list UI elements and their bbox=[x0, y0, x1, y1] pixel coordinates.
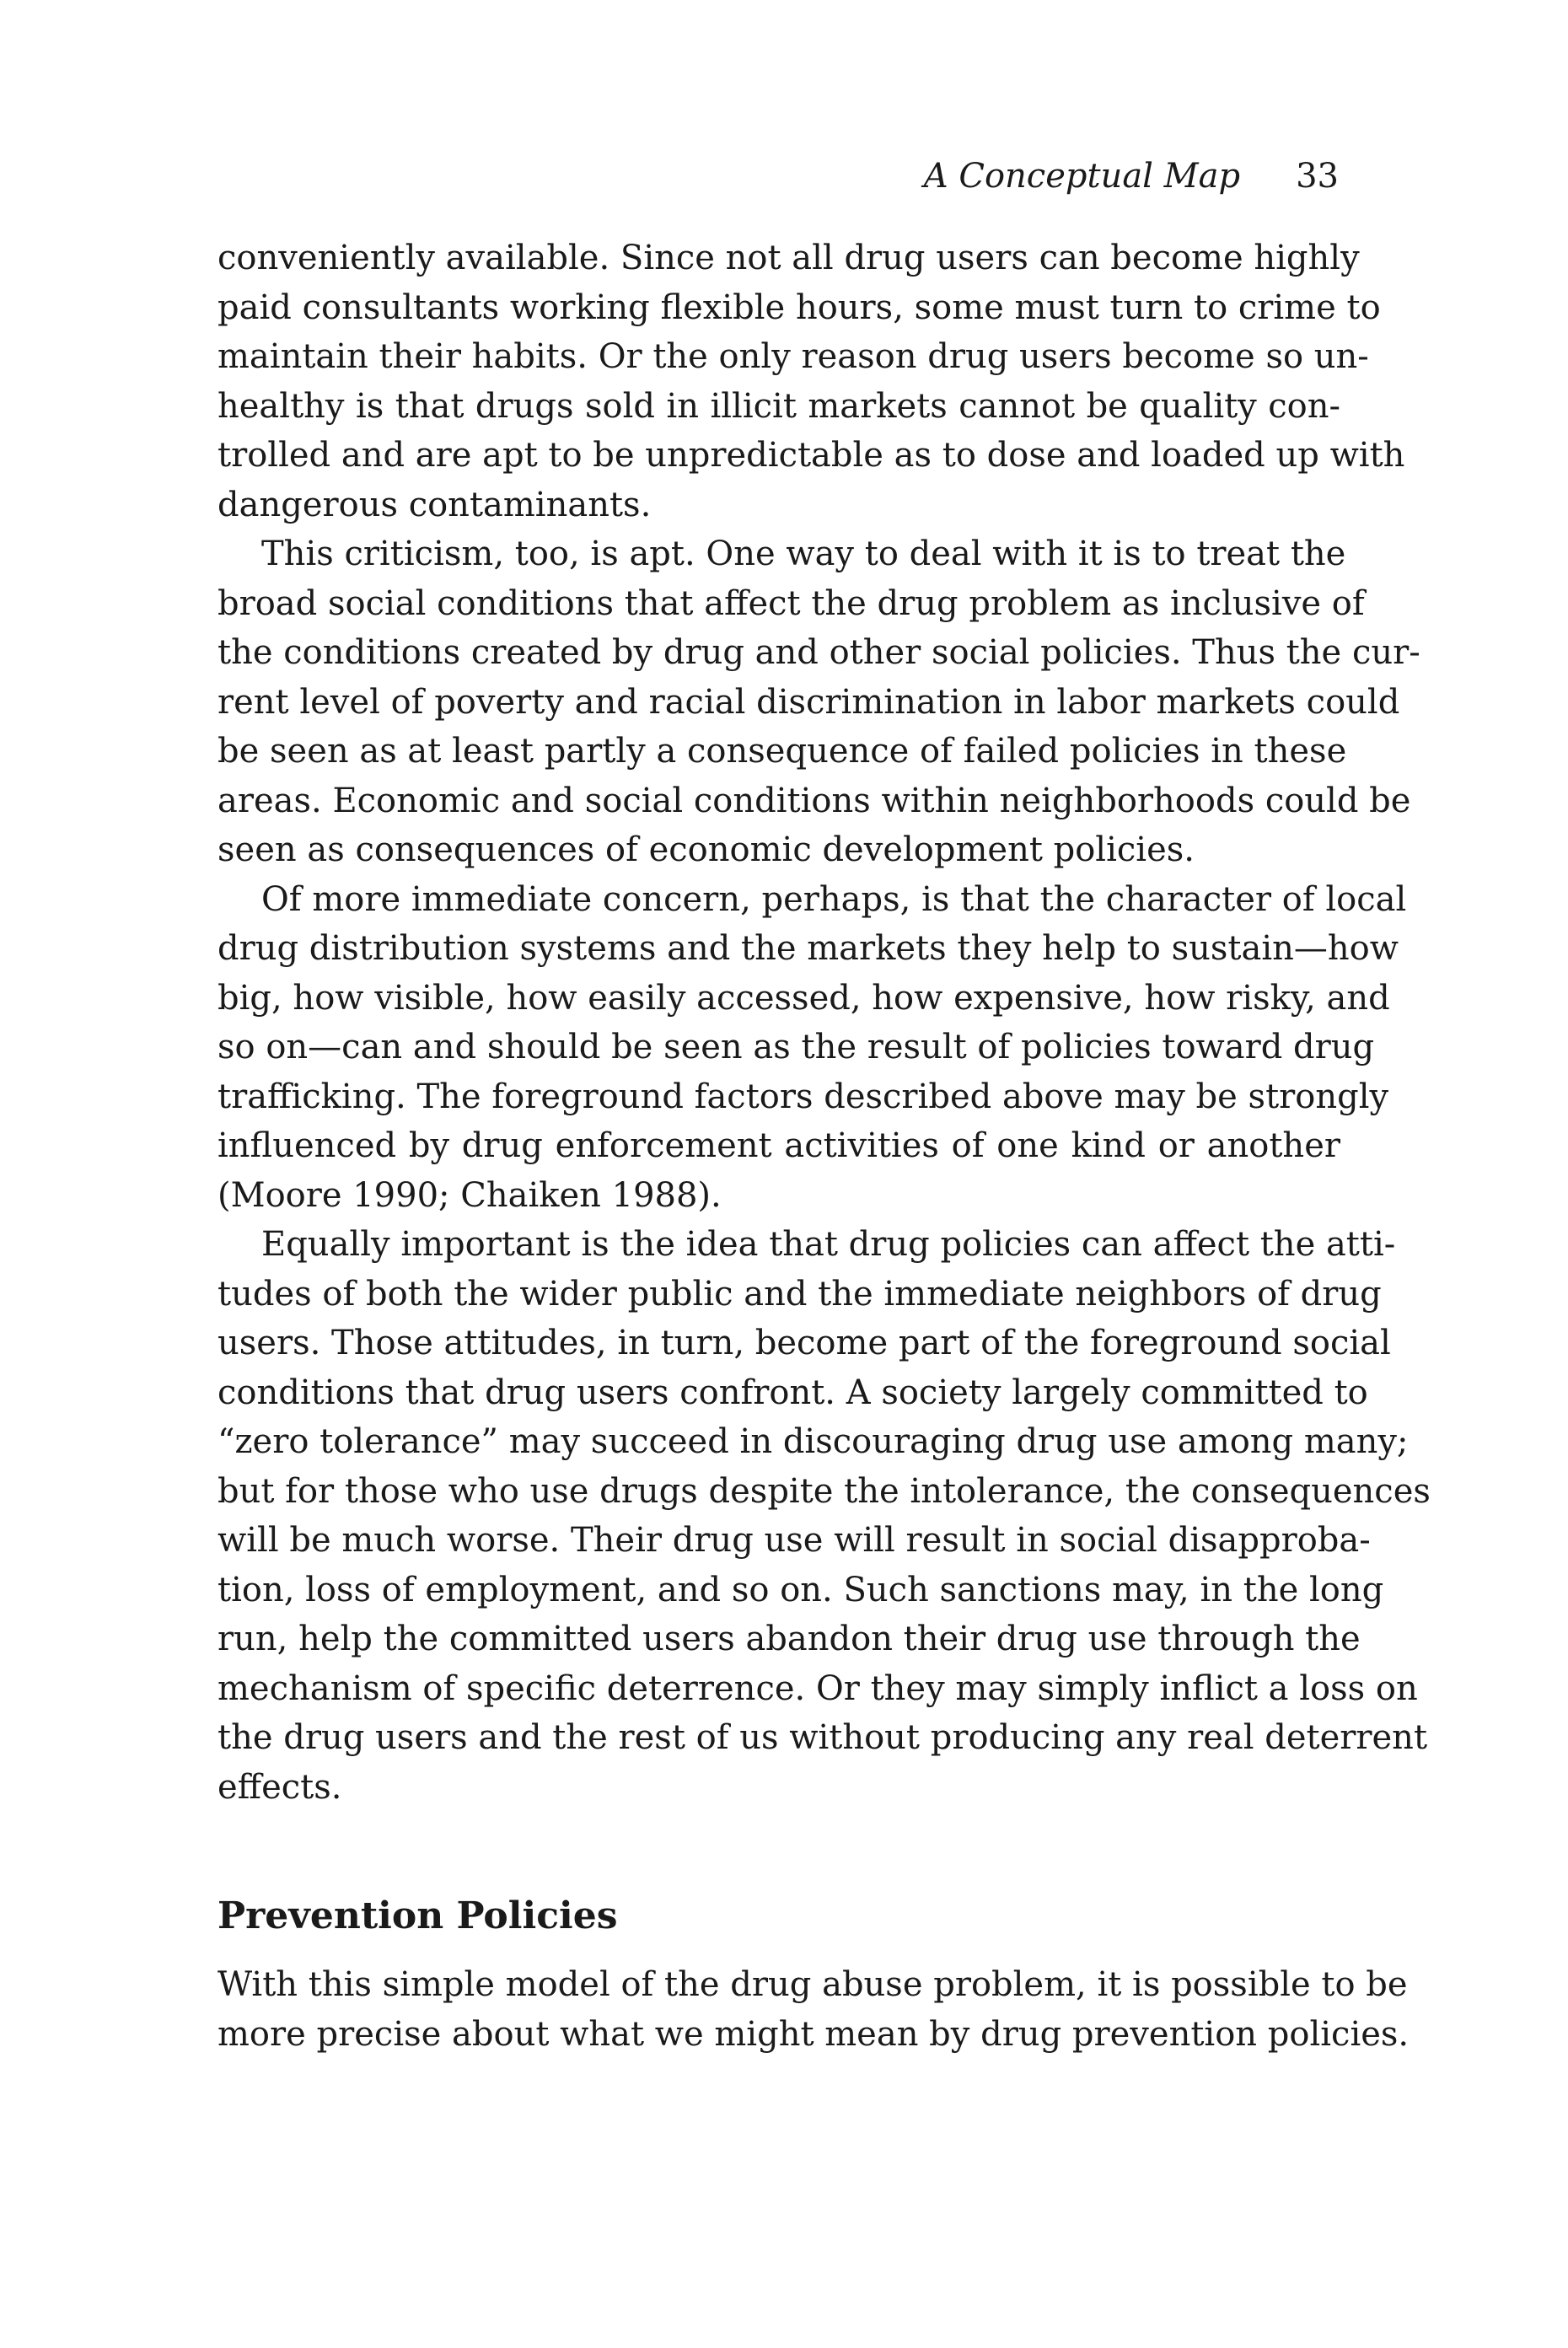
text-line: maintain their habits. Or the only reason drug users become so un- bbox=[217, 337, 1369, 376]
text-line: but for those who use drugs despite the intolerance, the consequences bbox=[217, 1471, 1431, 1511]
running-head bbox=[217, 154, 1339, 198]
text-line: more precise about what we might mean by drug prevention policies. bbox=[217, 2014, 1410, 2054]
paragraph bbox=[217, 875, 1407, 1221]
text-line: tudes of both the wider public and the immediate neighbors of drug bbox=[217, 1274, 1382, 1314]
text-line: big, how visible, how easily accessed, how expensive, how risky, and bbox=[217, 978, 1390, 1018]
paragraph bbox=[217, 1960, 1410, 2059]
text-line: effects. bbox=[217, 1767, 342, 1807]
paragraph bbox=[217, 234, 1405, 529]
paragraph bbox=[217, 529, 1420, 875]
text-line: be seen as at least partly a consequence of failed policies in these bbox=[217, 732, 1347, 771]
text-line: healthy is that drugs sold in illicit markets cannot be quality con- bbox=[217, 386, 1340, 426]
text-line: so on—can and should be seen as the result of policies toward drug bbox=[217, 1028, 1375, 1067]
text-line: “zero tolerance” may succeed in discouraging drug use among many; bbox=[217, 1422, 1409, 1461]
text-line: dangerous contaminants. bbox=[217, 485, 652, 524]
text-line: the drug users and the rest of us without producing any real deterrent bbox=[217, 1718, 1428, 1757]
text-line: users. Those attitudes, in turn, become part of the foreground social bbox=[217, 1324, 1391, 1362]
text-line: trafficking. The foreground factors described above may be strongly bbox=[217, 1077, 1389, 1116]
paragraph bbox=[217, 1220, 1431, 1812]
body-text bbox=[217, 234, 1431, 1812]
text-line: Equally important is the idea that drug policies can affect the atti- bbox=[261, 1225, 1396, 1264]
section-body-text bbox=[217, 1960, 1410, 2059]
text-line: Of more immediate concern, perhaps, is that the character of local bbox=[261, 879, 1407, 919]
text-line: conveniently available. Since not all drug users can become highly bbox=[217, 239, 1360, 277]
text-line: influenced by drug enforcement activities of one kind or another bbox=[217, 1126, 1340, 1165]
text-line: mechanism of specific deterrence. Or they may simply inflict a loss on bbox=[217, 1668, 1418, 1708]
text-line: This criticism, too, is apt. One way to deal with it is to treat the bbox=[261, 535, 1346, 573]
section-heading: Prevention Policies bbox=[217, 1894, 618, 1937]
text-line: With this simple model of the drug abuse problem, it is possible to be bbox=[217, 1965, 1408, 2004]
text-line: seen as consequences of economic development policies. bbox=[217, 830, 1195, 869]
text-line: the conditions created by drug and other social policies. Thus the cur- bbox=[217, 633, 1420, 672]
text-line: drug distribution systems and the markets they help to sustain—how bbox=[217, 929, 1399, 968]
text-line: conditions that drug users confront. A society largely committed to bbox=[217, 1373, 1368, 1412]
page-number: 33 bbox=[1296, 157, 1339, 196]
text-line: paid consultants working flexible hours, some must turn to crime to bbox=[217, 287, 1381, 327]
text-line: broad social conditions that affect the drug problem as inclusive of bbox=[217, 583, 1365, 623]
text-line: rent level of poverty and racial discrimination in labor markets could bbox=[217, 682, 1400, 722]
text-line: will be much worse. Their drug use will result in social disapproba- bbox=[217, 1521, 1371, 1560]
text-line: areas. Economic and social conditions within neighborhoods could be bbox=[217, 781, 1411, 820]
text-line: trolled and are apt to be unpredictable as to dose and loaded up with bbox=[217, 436, 1405, 475]
text-line: tion, loss of employment, and so on. Such sanctions may, in the long bbox=[217, 1570, 1384, 1609]
text-line: (Moore 1990; Chaiken 1988). bbox=[217, 1175, 722, 1215]
running-title: A Conceptual Map bbox=[923, 157, 1241, 196]
text-line: run, help the committed users abandon their drug use through the bbox=[217, 1620, 1361, 1658]
